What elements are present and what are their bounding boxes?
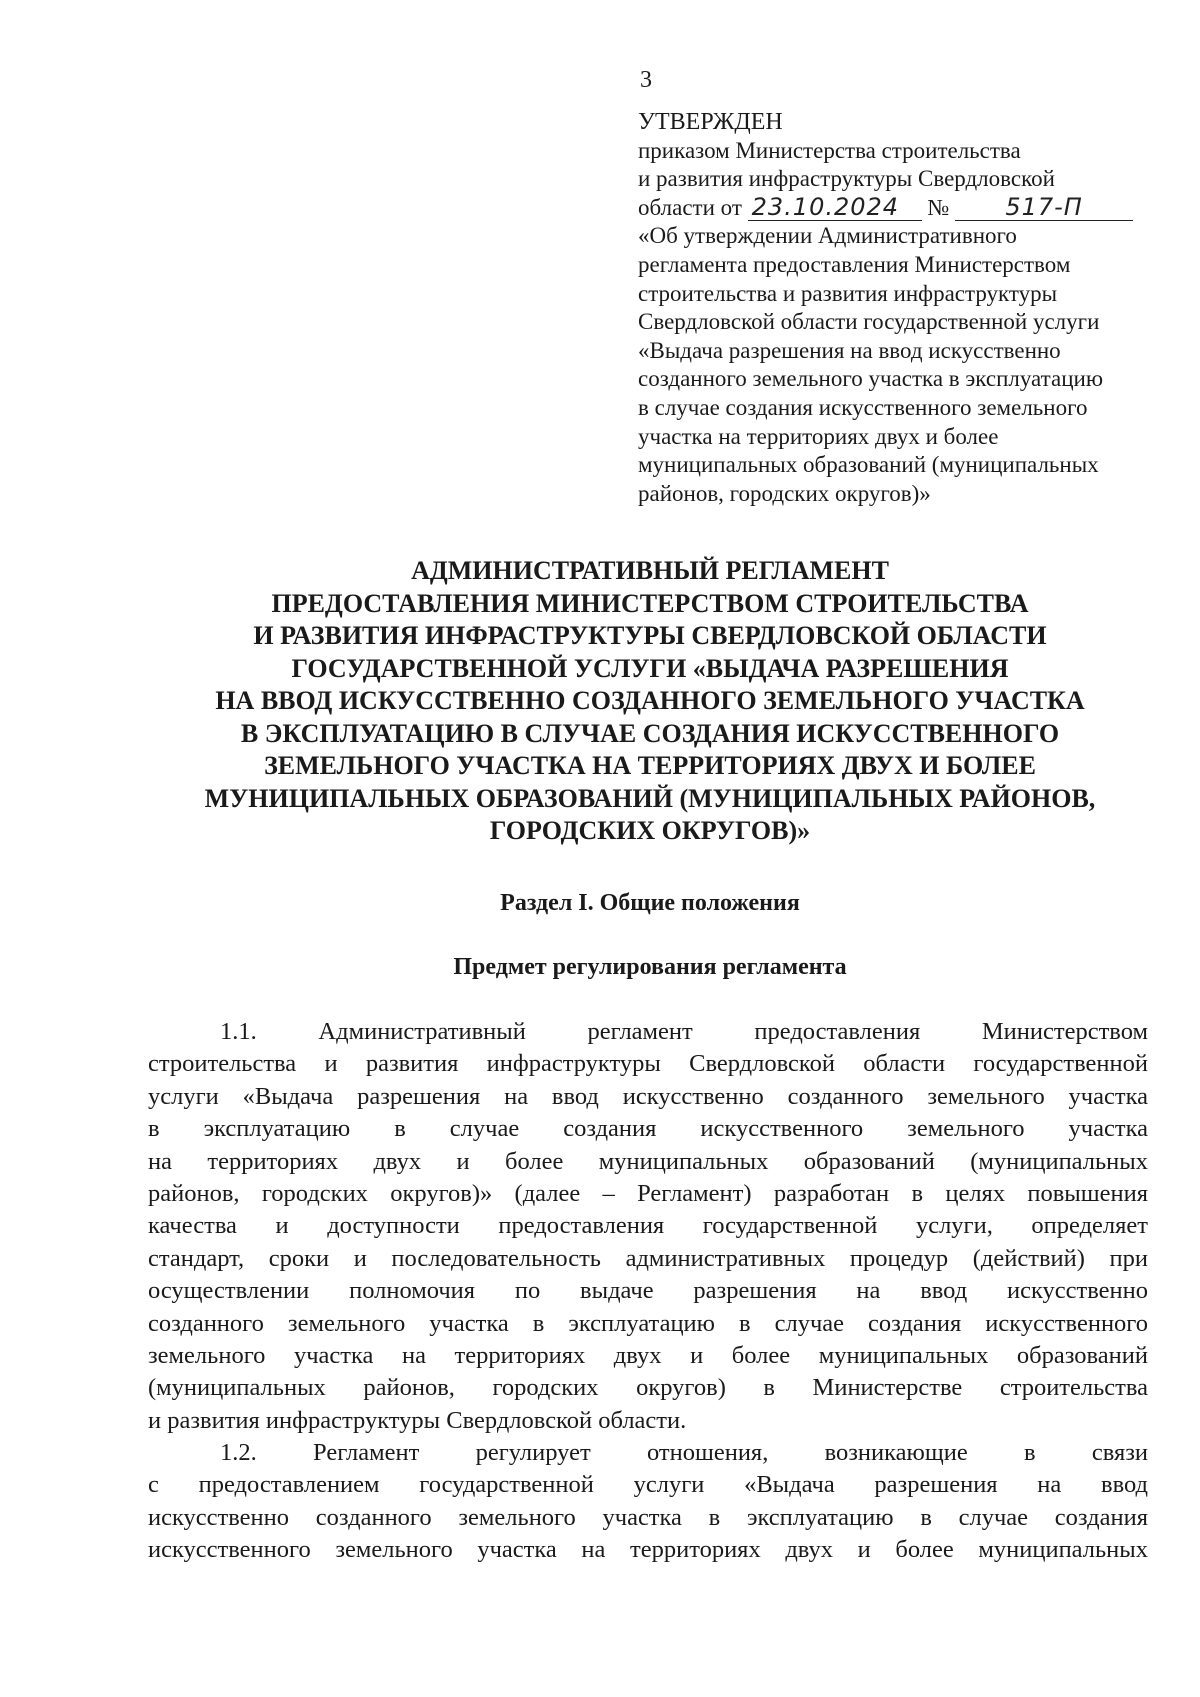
title-line: В ЭКСПЛУАТАЦИЮ В СЛУЧАЕ СОЗДАНИЯ ИСКУССТВЕННОГО (240, 718, 1060, 748)
approval-title-line: муниципальных образований (муниципальных (638, 452, 1099, 478)
approval-stamp-block (638, 108, 1138, 508)
title-line: ГОСУДАРСТВЕННОЙ УСЛУГИ «ВЫДАЧА РАЗРЕШЕНИЯ (291, 653, 1009, 683)
approval-title-line: Свердловской области государственной услуги (638, 309, 1100, 335)
paragraph-line: осуществлении полномочия по выдаче разрешения на ввод искусственно (148, 1277, 1148, 1305)
paragraph-1-2 (148, 1437, 1148, 1567)
paragraph-line: качества и доступности предоставления государственной услуги, определяет (148, 1212, 1148, 1240)
title-line: АДМИНИСТРАТИВНЫЙ РЕГЛАМЕНТ (411, 556, 889, 585)
paragraph-line: земельного участка на территориях двух и более муниципальных образований (148, 1341, 1148, 1369)
paragraph-line: 1.1. Административный регламент предоставления Министерством (220, 1018, 1148, 1045)
document-title (130, 555, 1170, 848)
paragraph-line: с предоставлением государственной услуги «Выдача разрешения на ввод (148, 1471, 1148, 1499)
paragraph-line: (муниципальных районов, городских округов) в Министерстве строительства (148, 1374, 1148, 1402)
paragraph-line: строительства и развития инфраструктуры Свердловской области государственной (148, 1050, 1148, 1078)
approval-line: приказом Министерства строительства (638, 137, 1021, 163)
subsection-heading: Предмет регулирования регламента (453, 954, 847, 980)
number-prefix: № (927, 194, 950, 220)
page-number: 3 (640, 67, 652, 93)
paragraph-1-1 (148, 1016, 1148, 1437)
paragraph-line: районов, городских округов)» (далее – Регламент) разработан в целях повышения (148, 1179, 1148, 1207)
approval-title-line: «Об утверждении Административного (638, 223, 1017, 249)
title-line: ПРЕДОСТАВЛЕНИЯ МИНИСТЕРСТВОМ СТРОИТЕЛЬСТВА (271, 588, 1029, 618)
body-text (148, 1016, 1148, 1567)
approval-title-line: созданного земельного участка в эксплуатацию (638, 366, 1104, 392)
approval-title-line: регламента предоставления Министерством (638, 251, 1071, 277)
approval-title-line: участка на территориях двух и более (638, 423, 999, 449)
approval-date-number-line (638, 194, 1138, 223)
handwritten-order-number: 517-П (955, 194, 1133, 221)
title-line: И РАЗВИТИЯ ИНФРАСТРУКТУРЫ СВЕРДЛОВСКОЙ ОБЛАСТИ (253, 621, 1047, 650)
paragraph-line: и развития инфраструктуры Свердловской области. (148, 1406, 687, 1434)
title-line: ГОРОДСКИХ ОКРУГОВ)» (489, 816, 811, 845)
title-line: НА ВВОД ИСКУССТВЕННО СОЗДАННОГО ЗЕМЕЛЬНОГО УЧАСТКА (215, 686, 1085, 715)
approval-line: и развития инфраструктуры Свердловской (638, 166, 1055, 192)
approval-title-line: в случае создания искусственного земельного (638, 394, 1088, 420)
approval-title-line: «Выдача разрешения на ввод искусственно (638, 337, 1061, 363)
section-heading: Раздел I. Общие положения (500, 890, 800, 916)
paragraph-line: созданного земельного участка в эксплуатацию в случае создания искусственного (148, 1309, 1148, 1337)
paragraph-line: стандарт, сроки и последовательность административных процедур (действий) при (148, 1244, 1148, 1272)
date-prefix: области от (638, 194, 742, 220)
approved-heading: УТВЕРЖДЕН (638, 109, 783, 135)
paragraph-line: искусственно созданного земельного участка в эксплуатацию в случае создания (148, 1503, 1148, 1531)
approval-title-line: строительства и развития инфраструктуры (638, 280, 1058, 306)
paragraph-line: услуги «Выдача разрешения на ввод искусственно созданного земельного участка (148, 1082, 1148, 1110)
title-line: МУНИЦИПАЛЬНЫХ ОБРАЗОВАНИЙ (МУНИЦИПАЛЬНЫХ РАЙОНОВ, (204, 783, 1096, 813)
title-line: ЗЕМЕЛЬНОГО УЧАСТКА НА ТЕРРИТОРИЯХ ДВУХ И БОЛЕЕ (264, 751, 1036, 780)
approval-title-line: районов, городских округов)» (638, 480, 931, 506)
paragraph-line: на территориях двух и более муниципальных образований (муниципальных (148, 1147, 1148, 1175)
paragraph-line: в эксплуатацию в случае создания искусственного земельного участка (148, 1115, 1148, 1143)
paragraph-line: искусственного земельного участка на территориях двух и более муниципальных (148, 1536, 1148, 1564)
paragraph-line: 1.2. Регламент регулирует отношения, возникающие в связи (220, 1439, 1148, 1467)
handwritten-date: 23.10.2024 (748, 194, 922, 221)
